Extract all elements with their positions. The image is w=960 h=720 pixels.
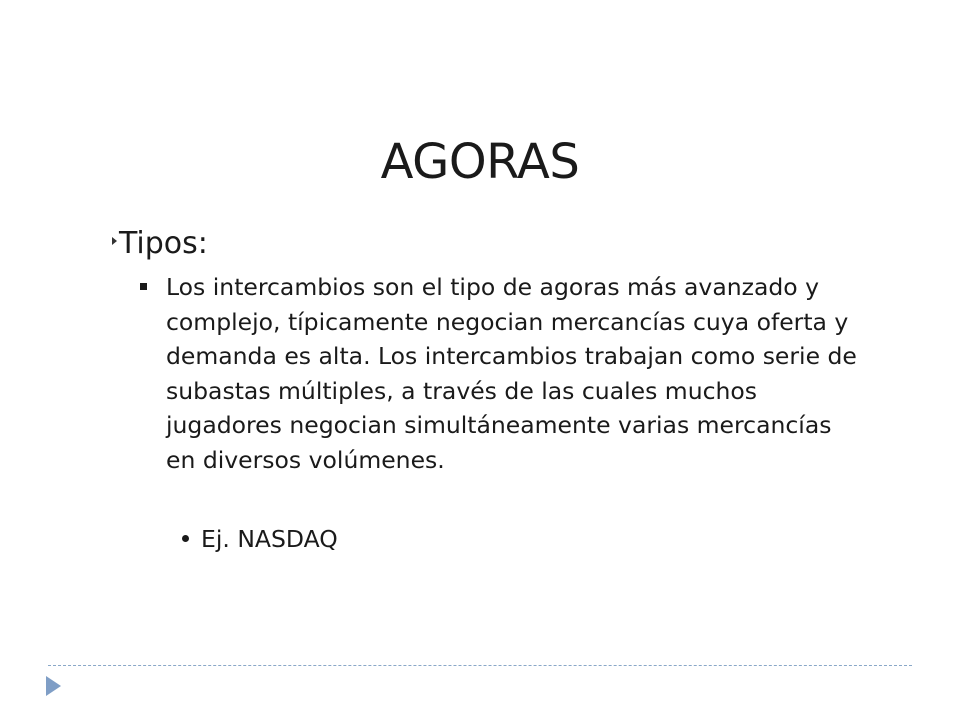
bullet-level2-text: Los intercambios son el tipo de agoras más avanzado y complejo, típicamente negocian mercancías cuya oferta y demanda es alta. Los intercambios trabajan como serie de subastas múltiples, a través de las cuales muchos jugadores negocian simultáneamente varias mercancías en diversos volúmenes. <box>166 273 857 474</box>
bullet-level1 <box>112 224 208 264</box>
footer-divider <box>48 665 912 666</box>
bullet-level2 <box>140 270 860 477</box>
bullet-level1-text: Tipos: <box>119 226 208 261</box>
slide-title-text: AGORAS <box>380 134 580 190</box>
triangle-right-icon[interactable] <box>46 676 61 696</box>
bullet-level3 <box>182 522 338 556</box>
round-bullet-icon <box>182 535 189 542</box>
small-arrow-bullet-icon <box>112 237 117 245</box>
square-bullet-icon <box>140 283 147 290</box>
slide-title <box>0 132 960 192</box>
bullet-level3-text: Ej. NASDAQ <box>201 525 338 553</box>
